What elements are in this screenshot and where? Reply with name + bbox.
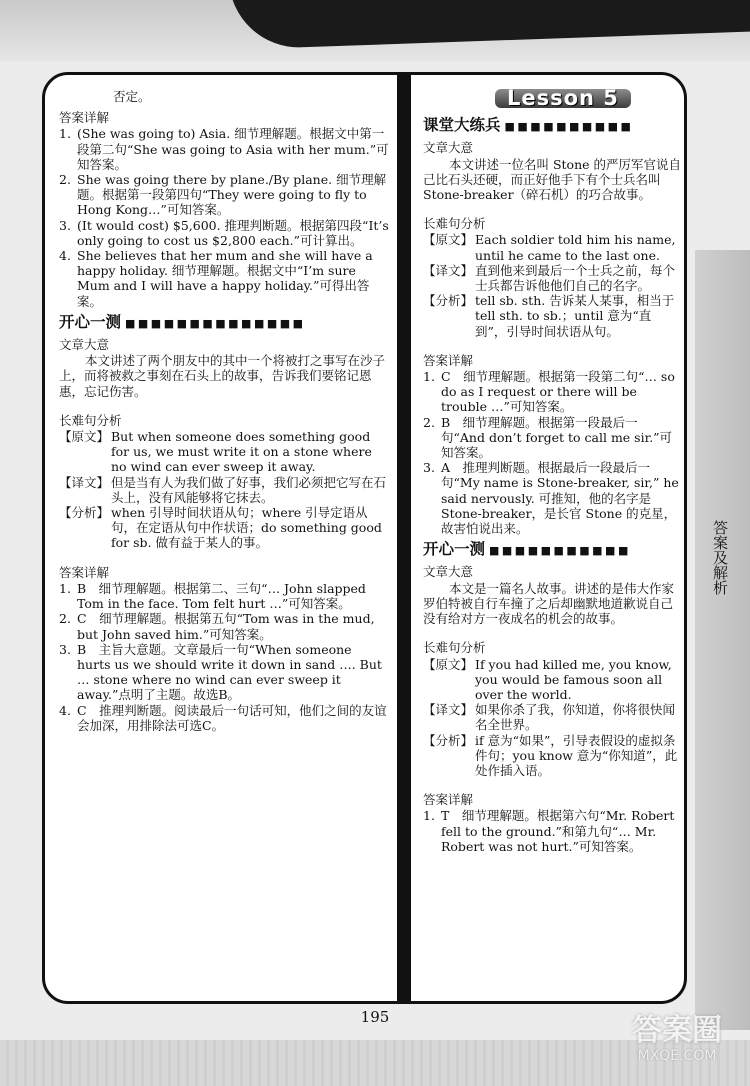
answer-item xyxy=(423,808,681,854)
long-sentence-original xyxy=(59,429,389,475)
section-heading-classroom-practice xyxy=(423,118,681,134)
answer-item xyxy=(59,611,389,641)
section-heading-happy-test xyxy=(59,312,389,331)
translation-tag: 【译文】 xyxy=(423,262,474,278)
answers-heading: 答案详解 xyxy=(59,564,110,580)
section-title: 开心一测 xyxy=(59,312,122,331)
answer-item xyxy=(59,642,389,703)
answer-text: She believes that her mum and she will have a happy holiday. 细节理解题。根据文中“I’m sure Mum and I will have a happy holiday.”可得出答案。 xyxy=(77,248,373,309)
section-heading-happy-test xyxy=(423,542,681,558)
long-sentence-original xyxy=(423,232,681,262)
translation-text: 直到他来到最后一个士兵之前，每个士兵都告诉他他们自己的名字。 xyxy=(475,262,676,294)
answer-text: B 细节理解题。根据第一段最后一句“And don’t forget to call me sir.”可知答案。 xyxy=(441,414,673,461)
answer-number: 4. xyxy=(59,702,71,718)
answer-text: A 推理判断题。根据最后一段最后一句“My name is Stone-breaker, sir,” he said nervously. 可推知，他的名字是 Stone-breaker，是长官 Stone 的克星，故害怕说出来。 xyxy=(441,460,679,537)
answers-heading: 答案详解 xyxy=(423,792,474,808)
translation-tag: 【译文】 xyxy=(423,702,474,718)
answers-heading: 答案详解 xyxy=(59,110,110,126)
answers-heading: 答案详解 xyxy=(423,352,474,368)
answer-item xyxy=(59,581,389,611)
answer-number: 3. xyxy=(59,641,71,657)
answer-text: B 主旨大意题。文章最后一句“When someone hurts us we should write it down in sand …. But … stone where no wind can ever sweep it away.”点明了主题。故选B。 xyxy=(77,641,382,703)
lead-line: 否定。 xyxy=(113,89,151,104)
page-number: 195 xyxy=(360,1008,390,1026)
answer-text: (It would cost) $5,600. 推理判断题。根据第四段“It’s only going to cost us $2,800 each.”可计算出。 xyxy=(77,217,389,248)
gist-heading: 文章大意 xyxy=(59,337,110,353)
answer-item xyxy=(59,172,389,218)
answer-text: C 推理判断题。阅读最后一句话可知，他们之间的友谊会加深，用排除法可选C。 xyxy=(77,702,387,733)
long-sentence-translation xyxy=(423,263,681,293)
original-tag: 【原文】 xyxy=(423,656,474,672)
answer-number: 4. xyxy=(59,248,71,264)
answer-text: C 细节理解题。根据第五句“Tom was in the mud, but John saved him.”可知答案。 xyxy=(77,611,375,642)
page-frame xyxy=(42,72,687,1004)
section-title: 开心一测 xyxy=(423,540,486,559)
original-tag: 【原文】 xyxy=(59,429,110,445)
long-sentence-translation xyxy=(59,475,389,505)
heading-squares: ■■■■■■■■■■■■■■ xyxy=(125,316,306,330)
long-sentence-analysis xyxy=(59,505,389,551)
analysis-tag: 【分析】 xyxy=(423,732,474,748)
long-sentence-analysis xyxy=(423,293,681,339)
answer-item xyxy=(423,415,681,461)
lesson-badge: Lesson 5 xyxy=(495,89,631,108)
long-sentence-analysis xyxy=(423,733,681,779)
original-text: But when someone does something good for us, we must write it on a stone where no wind can ever sweep it away. xyxy=(111,429,372,475)
answer-number: 2. xyxy=(423,414,435,430)
watermark-url: MXQE.COM xyxy=(637,1048,717,1064)
translation-tag: 【译文】 xyxy=(59,474,110,490)
side-tab-label: 答案及解析 xyxy=(711,520,729,595)
answer-text: T 细节理解题。根据第六句“Mr. Robert fell to the ground.”和第九句“… Mr. Robert was not hurt.”可知答案。 xyxy=(441,808,675,854)
watermark-logo-text: 答案圈 xyxy=(632,1013,722,1048)
original-text: If you had killed me, you know, you would be famous soon all over the world. xyxy=(475,656,672,702)
answer-item xyxy=(59,703,389,733)
long-sentence-heading: 长难句分析 xyxy=(59,412,122,428)
long-sentence-heading: 长难句分析 xyxy=(423,216,486,232)
answer-number: 2. xyxy=(59,172,71,188)
answer-item xyxy=(423,369,681,415)
analysis-text: when 引导时间状语从句；where 引导定语从句，在定语从句中作状语；do something good for sb. 做有益于某人的事。 xyxy=(111,505,382,551)
answer-number: 2. xyxy=(59,611,71,627)
analysis-tag: 【分析】 xyxy=(59,505,110,521)
answer-text: C 细节理解题。根据第一段第二句“… so do as I request or there will be trouble …”可知答案。 xyxy=(441,369,675,415)
analysis-text: if 意为“如果”，引导表假设的虚拟条件句；you know 意为“你知道”，此处作插入语。 xyxy=(475,732,678,778)
answers-list xyxy=(423,369,681,536)
section-title: 课堂大练兵 xyxy=(423,116,501,135)
answer-number: 3. xyxy=(423,460,435,476)
column-divider xyxy=(397,75,411,1001)
answer-text: She was going there by plane./By plane. 细节理解题。根据第一段第四句“They were going to fly to Hong Kong…”可知答案。 xyxy=(77,172,387,218)
long-sentence-heading: 长难句分析 xyxy=(423,640,486,656)
gist-text: 本文讲述了两个朋友中的其中一个将被打之事写在沙子上，而将被救之事刻在石头上的故事，告诉我们要铭记恩惠，忘记伤害。 xyxy=(59,353,386,399)
long-sentence-original xyxy=(423,657,681,703)
answer-number: 1. xyxy=(59,126,71,142)
heading-squares: ■■■■■■■■■■■ xyxy=(489,544,631,558)
translation-text: 如果你杀了我，你知道，你将很快闻名全世界。 xyxy=(475,702,676,733)
answer-number: 1. xyxy=(59,580,71,596)
gist-heading: 文章大意 xyxy=(423,140,474,156)
answers-list xyxy=(59,581,389,733)
answer-number: 1. xyxy=(423,369,435,385)
left-column xyxy=(59,89,389,733)
translation-text: 但是当有人为我们做了好事，我们必须把它写在石头上，没有风能够将它抹去。 xyxy=(111,474,387,505)
answer-item xyxy=(59,248,389,309)
answer-item xyxy=(423,460,681,536)
site-watermark xyxy=(612,1014,742,1080)
answer-number: 3. xyxy=(59,217,71,233)
heading-squares: ■■■■■■■■■■ xyxy=(504,120,634,134)
answer-text: (She was going to) Asia. 细节理解题。根据文中第一段第二句“She was going to Asia with her mum.”可知答案。 xyxy=(77,126,389,172)
gist-heading: 文章大意 xyxy=(423,564,474,580)
right-column xyxy=(423,86,682,854)
answer-item xyxy=(59,218,389,248)
gist-text: 本文是一篇名人故事。讲述的是伟大作家罗伯特被自行车撞了之后却幽默地道歉说自己没有给对方一夜成名的机会的故事。 xyxy=(423,580,675,627)
answer-text: B 细节理解题。根据第二、三句“… John slapped Tom in the face. Tom felt hurt …”可知答案。 xyxy=(77,580,366,612)
analysis-tag: 【分析】 xyxy=(423,293,474,309)
original-text: Each soldier told him his name, until he came to the last one. xyxy=(475,232,676,263)
original-tag: 【原文】 xyxy=(423,232,474,248)
side-tab-answers-explanations xyxy=(700,520,740,599)
right-margin-strip xyxy=(695,250,750,1030)
long-sentence-translation xyxy=(423,702,681,732)
gist-text: 本文讲述一位名叫 Stone 的严厉军官说自己比石头还硬，而正好他手下有个士兵名叫 Stone-breaker（碎石机）的巧合故事。 xyxy=(423,156,682,203)
answers-list xyxy=(59,126,389,308)
answer-item xyxy=(59,126,389,172)
analysis-text: tell sb. sth. 告诉某人某事，相当于 tell sth. to sb.；until 意为“直到”，引导时间状语从句。 xyxy=(475,293,675,339)
answers-list xyxy=(423,808,681,854)
answer-number: 1. xyxy=(423,808,435,824)
